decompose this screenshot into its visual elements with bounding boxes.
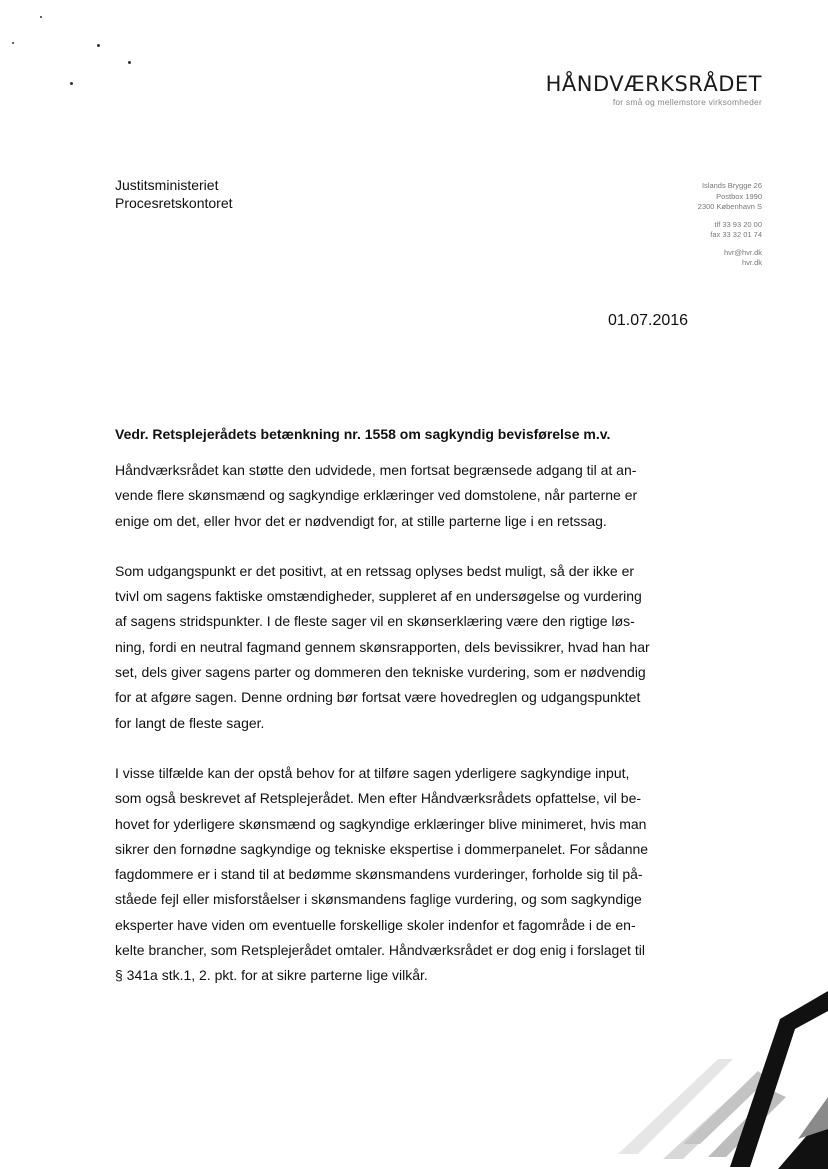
text-line: sikrer den fornødne sagkyndige og tekniske ekspertise i dommerpanelet. For sådanne: [115, 840, 649, 857]
text-line: kelte brancher, som Retsplejerådet omtaler. Håndværksrådet er dog enig i forslaget til: [115, 942, 645, 959]
text-line: Håndværksrådet kan støtte den udvidede, men fortsat begrænsede adgang til at an-: [115, 462, 637, 478]
text-line: ning, fordi en neutral fagmand gennem skønsrapporten, dels bevissikrer, hvad han har: [115, 638, 650, 655]
address-street: Islands Brygge 26: [701, 181, 762, 190]
text-line: Som udgangspunkt er det positivt, at en retssag oplyses bedst muligt, så der ikke er: [115, 562, 635, 579]
letter-subject: Vedr. Retsplejerådets betænkning nr. 1558 om sagkyndig bevisførelse m.v.: [115, 426, 611, 442]
sender-address: [698, 181, 762, 269]
text-line: af sagens stridspunkter. I de fleste sager vil en skønserklæring være den rigtige løs-: [115, 613, 635, 630]
corner-stripe-shape: [618, 1059, 733, 1154]
paragraph: [115, 458, 670, 534]
letter-date: 01.07.2016: [608, 312, 689, 329]
recipient-line: Justitsministeriet: [115, 177, 219, 193]
address-web: hvr.dk: [741, 258, 762, 267]
address-city: 2300 København S: [697, 202, 762, 211]
scan-speck: [12, 42, 14, 44]
text-line: § 341a stk.1, 2. pkt. for at sikre parterne lige vilkår.: [115, 967, 428, 984]
scan-speck: [70, 82, 73, 85]
text-line: for langt de fleste sager.: [115, 714, 265, 731]
address-email: hvr@hvr.dk: [723, 247, 762, 257]
text-line: fagdommere er i stand til at bedømme skønsmandens vurderinger, forholde sig til på-: [115, 866, 643, 883]
logo-name: HÅNDVÆRKSRÅDET: [545, 72, 762, 96]
text-line: tvivl om sagens faktiske omstændigheder, suppleret af en undersøgelse og vurdering: [115, 588, 642, 605]
text-line: ståede fejl eller misforståelser i skønsmandens faglige vurdering, og som sagkyndige: [115, 891, 642, 908]
address-fax: fax 33 32 01 74: [710, 230, 762, 239]
address-postbox: Postbox 1990: [716, 191, 762, 201]
recipient-block: [115, 176, 233, 212]
letter-body: [115, 458, 670, 1014]
scan-speck: [97, 44, 100, 47]
logo-tagline: for små og mellemstore virksomheder: [612, 97, 762, 107]
text-line: for at afgøre sagen. Denne ordning bør fortsat være hovedreglen og udgangspunktet: [115, 689, 641, 706]
text-line: som også beskrevet af Retsplejerådet. Men efter Håndværksrådets opfattelse, vil be-: [115, 790, 642, 807]
paragraph: [115, 761, 670, 989]
letterhead-logo: [546, 72, 762, 107]
text-line: eksperter have viden om eventuelle forskellige skoler indenfor et fagområde i de en-: [115, 916, 636, 933]
scan-speck: [128, 61, 131, 64]
address-phone: tlf 33 93 20 00: [714, 219, 762, 229]
text-line: set, dels giver sagens parter og dommeren den tekniske vurdering, som er nødvendig: [115, 664, 646, 681]
text-line: enige om det, eller hvor det er nødvendigt for, at stille parterne lige i en retssag.: [115, 512, 607, 529]
scan-speck: [40, 16, 42, 18]
text-line: vende flere skønsmænd og sagkyndige erklæringer ved domstolene, når parterne er: [115, 487, 638, 504]
paragraph: [115, 559, 670, 736]
recipient-line: Procesretskontoret: [115, 195, 233, 211]
text-line: I visse tilfælde kan der opstå behov for at tilføre sagen yderligere sagkyndige input,: [115, 764, 630, 781]
corner-graphic: [468, 979, 828, 1169]
text-line: hovet for yderligere skønsmænd og sagkyndige erklæringer blive minimeret, hvis man: [115, 815, 647, 832]
